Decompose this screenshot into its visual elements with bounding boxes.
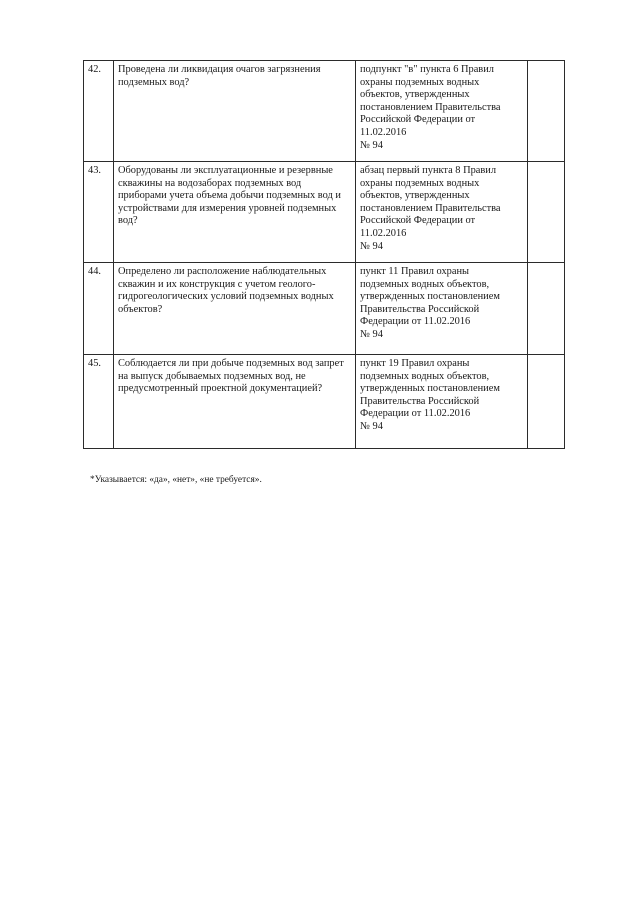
answer-cell: [528, 162, 565, 263]
legal-reference-text: пункт 19 Правил охраны подземных водных объектов, утвержденных постановлением Правительства Российской Федерации от 11.02.2016 № 94: [360, 358, 500, 432]
row-number: 44.: [84, 263, 114, 355]
table-row: [84, 263, 565, 355]
question-text: Соблюдается ли при добыче подземных вод запрет на выпуск добываемых подземных вод, не предусмотренный проектной документацией?: [114, 355, 356, 449]
footnote: *Указывается: «да», «нет», «не требуется».: [90, 475, 262, 485]
question-text: Проведена ли ликвидация очагов загрязнения подземных вод?: [114, 61, 356, 162]
answer-cell: [528, 355, 565, 449]
row-number: 43.: [84, 162, 114, 263]
answer-cell: [528, 263, 565, 355]
legal-reference: [356, 355, 528, 449]
row-number: 45.: [84, 355, 114, 449]
question-text: Определено ли расположение наблюдательных скважин и их конструкция с учетом геолого-гидрогеологических условий подземных водных объектов?: [114, 263, 356, 355]
legal-reference-text: подпункт "в" пункта 6 Правил охраны подземных водных объектов, утвержденных постановлением Правительства Российской Федерации от 11.02.2016 № 94: [360, 64, 501, 151]
answer-cell: [528, 61, 565, 162]
checklist-table: [83, 60, 565, 449]
legal-reference-text: пункт 11 Правил охраны подземных водных объектов, утвержденных постановлением Правительства Российской Федерации от 11.02.2016 № 94: [360, 266, 500, 340]
row-number: 42.: [84, 61, 114, 162]
legal-reference: [356, 61, 528, 162]
table-row: [84, 162, 565, 263]
legal-reference: [356, 263, 528, 355]
legal-reference-text: абзац первый пункта 8 Правил охраны подземных водных объектов, утвержденных постановлением Правительства Российской Федерации от 11.02.2016 № 94: [360, 165, 501, 252]
question-text: Оборудованы ли эксплуатационные и резервные скважины на водозаборах подземных вод приборами учета объема добычи подземных вод и устройствами для измерения уровней подземных вод?: [114, 162, 356, 263]
table-row: [84, 355, 565, 449]
legal-reference: [356, 162, 528, 263]
table-row: [84, 61, 565, 162]
